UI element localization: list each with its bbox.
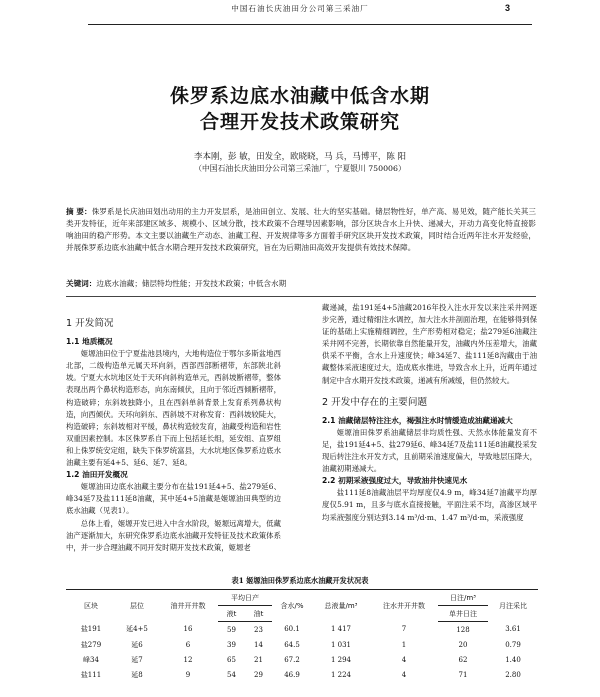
- table-cell: 1 224: [330, 670, 352, 679]
- table-cell: 12: [183, 655, 193, 664]
- table-cell: 59: [227, 625, 236, 634]
- table-row: [66, 652, 538, 667]
- table-cell: 6: [185, 640, 191, 649]
- section-1-1-heading: 1.1 地质概况: [66, 337, 113, 347]
- table-row: [66, 667, 538, 682]
- col-single: 单井日注: [438, 606, 488, 622]
- table-cell: 盐279: [80, 640, 102, 649]
- section-1-heading: 1 开发简况: [66, 318, 114, 329]
- running-header: 中国石油长庆油田分公司第三采油厂: [231, 4, 369, 13]
- table-cell: 7: [401, 625, 407, 634]
- table-cell: 20: [458, 640, 468, 649]
- right-column: [322, 302, 537, 524]
- col-layer: 层位: [116, 590, 158, 622]
- right-column-text: 藏递减，盐191延4+5油藏2016年投入注水开发以来注采井网逐步完善，通过精细注水调控，加大注水井剖面治理，在能够得到保证的基础上实施精细调控，生产形势相对稳定；盐279延6油藏注采井网不完善，长期依靠自然能量开发，油藏内外压差增大，油藏供采不平衡，含水上升速度快；峰34延7、盐111延8沟藏由于油藏整体采液速度过大，造成底水推进，导致含水上升，近两年通过制定中含水期开发技术政策，递减有所减缓，但仍然较大。: [322, 303, 537, 385]
- col-start: 油井开井数: [158, 590, 218, 622]
- table-cell: 65: [227, 655, 236, 664]
- table-cell: 64.5: [284, 640, 300, 649]
- section-2-2-heading: 2.2 初期采液强度过大，导致油井快速见水: [322, 476, 468, 486]
- table-cell: 128: [456, 625, 470, 634]
- table-cell: 71: [458, 670, 468, 679]
- table-cell: 39: [227, 640, 236, 649]
- table-cell: 延4+5: [126, 625, 148, 634]
- keywords: [66, 278, 536, 290]
- table-caption: 表1 姬塬油田侏罗系边底水油藏开发状况表: [231, 576, 369, 585]
- col-inj: 注水井开井数: [370, 590, 438, 622]
- col-oil: 油t: [245, 606, 272, 622]
- paper-title: [0, 83, 600, 135]
- table-cell: 盐111: [80, 670, 102, 679]
- header-rule: [88, 24, 532, 25]
- table-cell: 21: [254, 655, 263, 664]
- table-cell: 1 294: [330, 655, 352, 664]
- table-cell: 1 031: [330, 640, 352, 649]
- col-water: 含水/%: [272, 590, 312, 622]
- table-cell: 9: [185, 670, 191, 679]
- col-liquid: 液t: [218, 606, 245, 622]
- table-cell: 23: [254, 625, 263, 634]
- col-ratio: 月注采比: [488, 590, 538, 622]
- table-cell: 46.9: [284, 670, 300, 679]
- col-block: 区块: [66, 590, 116, 622]
- abstract: [66, 206, 536, 254]
- section-1-2-heading: 1.2 油田开发概况: [66, 470, 128, 480]
- table-cell: 3.61: [505, 625, 521, 634]
- title-line-2: 合理开发技术政策研究: [199, 111, 400, 133]
- left-column: [66, 318, 281, 554]
- section-1-2-text-1: 姬塬油田边底水油藏主要分布在盐191延4+5、盐279延6、峰34延7及盐111延8油藏，其中延4+5油藏是姬塬油田典型的边底水油藏（见表1）。: [66, 482, 281, 516]
- table-cell: 0.79: [505, 640, 521, 649]
- table-cell: 1.40: [505, 655, 521, 664]
- section-2-2-text: 盐111延8油藏油层平均厚度仅4.9 m，峰34延7油藏平均厚度仅5.91 m，且多与底水直接接触，平面注采不均，高渗区域平均采液强度分别达到3.14 m³/d·m、1.47 m³/d·m，采液强度: [322, 488, 537, 522]
- table-cell: 峰34: [83, 655, 99, 664]
- keywords-text: 边底水油藏；储层特均性能；开发技术政策；中低含水期: [96, 279, 287, 288]
- table-cell: 延6: [131, 640, 143, 649]
- table-cell: 1 417: [330, 625, 352, 634]
- title-line-1: 侏罗系边底水油藏中低含水期: [169, 85, 430, 107]
- table-cell: 延7: [131, 655, 143, 664]
- table-cell: 4: [401, 655, 407, 664]
- data-table: [66, 589, 538, 682]
- section-2-1-text: 姬塬油田侏罗系油藏储层非均质性强、天然水体能量发育不足，盐191延4+5、盐279延6、峰34延7及盐111延8油藏投采发现后转注注水开发方式，且前期采油速度偏大，导致地层压降大，油藏初期递减大。: [322, 427, 537, 474]
- table-cell: 62: [458, 655, 468, 664]
- col-cum: 总液量/m³: [312, 590, 370, 622]
- table-cell: 54: [227, 670, 236, 679]
- table-cell: 2.80: [505, 670, 521, 679]
- table-cell: 4: [401, 670, 407, 679]
- col-daily-inj: 日注/m³: [438, 590, 488, 606]
- section-1-1-text: 姬塬油田位于宁夏盐池县境内，大地构造位于鄂尔多斯盆地西北部，二级构造单元属天环向斜，西部西部断褶带，东部陕北斜坡。宁夏大水坑地区处于天环向斜构造单元，西斜坡断褶带，整体表现出两个鼻状构造形态，向东南倾伏，且向于邻近西倾断褶带，构造破碎；东斜坡独降小，且在西斜单斜背景上发育系列鼻状构造，向西倾伏。天环向斜东、西斜坡不对称发育：西斜坡较陡大，构造破碎；东斜坡相对平缓，鼻状构造较发育，油藏受构造和岩性双重因素控制。本区侏罗系自下而上包括延长组，延安组、直罗组和上侏罗统安定组，缺失下侏罗统富县，大水坑地区侏罗系边底水油藏主要有延4+5、延6、延7、延8。: [66, 349, 281, 468]
- section-2-heading: 2 开发中存在的主要问题: [322, 396, 428, 408]
- keywords-label: 关键词：: [66, 279, 97, 288]
- col-month: 平均日产: [218, 590, 272, 606]
- table-cell: 29: [254, 670, 263, 679]
- authors: 李本刚，彭 敏，田发全，欧晓晓，马 兵，马博平，陈 阳: [193, 152, 407, 162]
- table-cell: 60.1: [284, 625, 300, 634]
- table-cell: 67.2: [284, 655, 300, 664]
- table-cell: 1: [401, 640, 407, 649]
- table-cell: 14: [254, 640, 263, 649]
- section-2-1-heading: 2.1 油藏储层特注注水，褐强注水时情缓造成油藏递减大: [322, 415, 513, 425]
- abstract-label: 摘 要：: [66, 207, 92, 216]
- table-cell: 16: [183, 625, 193, 634]
- table-cell: 盐191: [80, 625, 102, 634]
- abstract-text: 侏罗系是长庆油田划出动用的主力开发层系，是油田创立、发展、壮大的坚实基础。储层物性好，单产高、易见效，随产能长关其三类开发特征，近年来部建区域多、规模小、区域分散，技术政策不合理导因素影响，部分区块含水上升快、递减大，开动力高变化特直接影响油田的稳产形势。本文主要以油藏生产动态、油藏工程、开发规律等多方面着手研究区块开发技术政策，同时结合近两年注水开发经验，并展侏罗系边底水油藏中低含水期合理开发技术政策研究，旨在为后期油田高效开发提供有效技术保障。: [66, 207, 536, 253]
- abstract-rule: [66, 296, 536, 297]
- affiliation: （中国石油长庆油田分公司第三采油厂，宁夏银川 750006）: [194, 164, 406, 173]
- page-number: 3: [504, 3, 510, 13]
- table-row: [66, 622, 538, 638]
- table-cell: 延8: [131, 670, 143, 679]
- table-row: [66, 637, 538, 652]
- section-1-2-text-2: 总体上看，姬塬开发已进入中含水阶段，姬塬远离增大，低藏油产逐渐加大，东研究侏罗系边底水油藏开发特征及技术政策体系中，并一步合理油藏不同开发时期开发技术政策，姬塬老: [66, 518, 281, 552]
